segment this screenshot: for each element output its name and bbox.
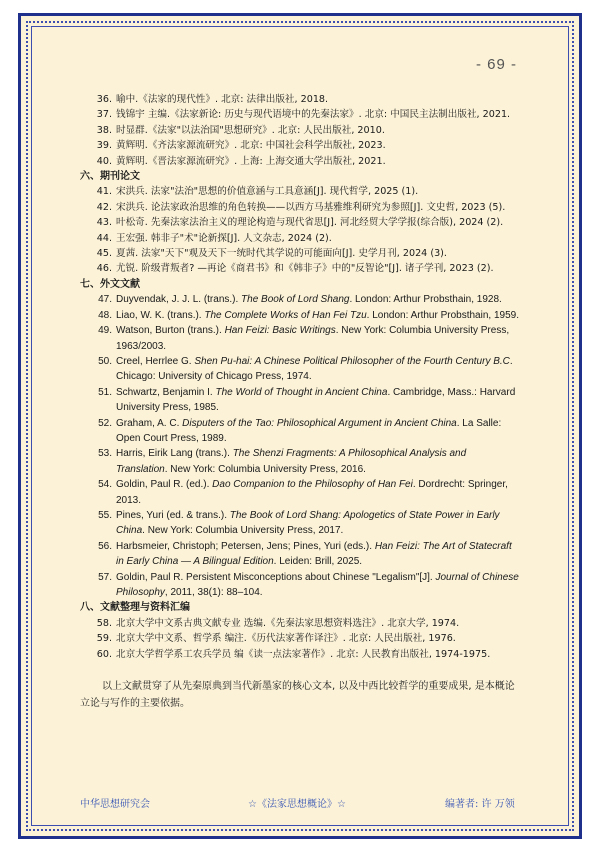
reference-number: 55.	[98, 509, 112, 521]
footer-organization: 中华思想研究会	[80, 799, 150, 810]
reference-entry	[80, 261, 520, 276]
reference-text	[116, 446, 520, 477]
reference-entry	[80, 446, 520, 477]
section-heading: 八、文献整理与资料汇编	[80, 602, 190, 614]
reference-author: Duyvendak, J. J. L. (trans.).	[116, 294, 242, 306]
reference-text: 夏茜. 法家"天下"观及天下一统时代其学说的可能面向[J]. 史学月刊, 2024 (3).	[116, 248, 447, 260]
reference-number: 38.	[96, 124, 112, 136]
reference-number: 50.	[98, 355, 112, 367]
reference-number: 49.	[98, 325, 112, 337]
reference-number: 59.	[96, 633, 112, 645]
reference-author: Harbsmeier, Christoph; Petersen, Jens; Pines, Yuri (eds.).	[116, 540, 375, 552]
reference-entry	[80, 631, 520, 646]
section-heading: 七、外文文献	[80, 278, 140, 290]
reference-publication: . New York: Columbia University Press, 2016.	[164, 463, 366, 475]
reference-number: 43.	[96, 217, 112, 229]
reference-text	[116, 570, 520, 601]
reference-number: 39.	[96, 140, 112, 152]
reference-text: 喻中.《法家的现代性》. 北京: 法律出版社, 2018.	[116, 94, 329, 105]
reference-number: 37.	[96, 109, 112, 121]
reference-publication: . New York: Columbia University Press, 1963/2003.	[116, 325, 510, 352]
reference-entry	[80, 123, 520, 138]
reference-text	[116, 508, 520, 539]
reference-entry	[80, 539, 520, 570]
reference-text: 北京大学中文系、哲学系 编注.《历代法家著作译注》. 北京: 人民出版社, 1976.	[116, 633, 456, 645]
reference-entry	[80, 647, 520, 662]
reference-author: Pines, Yuri (ed. & trans.).	[116, 509, 230, 521]
reference-publication: . Dordrecht: Springer, 2013.	[116, 479, 508, 506]
reference-text	[116, 354, 520, 385]
reference-text	[116, 308, 520, 323]
reference-text	[116, 416, 520, 447]
reference-author: Goldin, Paul R. Persistent Misconceptions about Chinese "Legalism"[J].	[116, 571, 436, 583]
closing-paragraph: 以上文献贯穿了从先秦原典到当代新墨家的核心文本, 以及中西比较哲学的重要成果, 是本概论立论与写作的主要依据。	[80, 681, 515, 709]
reference-title: Han Feizi: The Art of Statecraft in Early China — A Bilingual Edition	[116, 540, 512, 568]
reference-text	[116, 539, 520, 570]
reference-title: The World of Thought in Ancient China	[215, 386, 388, 398]
reference-title: Dao Companion to the Philosophy of Han Fei	[212, 479, 413, 491]
reference-number: 58.	[96, 617, 112, 629]
reference-number: 56.	[98, 540, 112, 552]
page-number: - 69 -	[475, 56, 517, 73]
reference-entry	[80, 616, 520, 631]
reference-author: Graham, A. C.	[116, 417, 183, 429]
reference-entry	[80, 308, 520, 323]
section-heading: 六、期刊论文	[80, 171, 140, 183]
reference-text: 宋洪兵. 论法家政治思维的角色转换——以西方马基雅维利研究为参照[J]. 文史哲, 2023 (5).	[116, 201, 506, 213]
reference-publication: . Leiden: Brill, 2025.	[273, 556, 363, 568]
reference-text: 北京大学中文系古典文献专业 选编.《先秦法家思想资料选注》. 北京大学, 1974.	[116, 617, 460, 629]
footer-author: 编著者: 许 万领	[445, 799, 515, 810]
reference-number: 51.	[98, 386, 112, 398]
reference-publication: . La Salle: Open Court Press, 1989.	[116, 417, 502, 444]
reference-entry	[80, 508, 520, 539]
reference-author: Harris, Eirik Lang (trans.).	[116, 448, 233, 460]
reference-text: 尤锐. 阶级背叛者? —再论《商君书》和《韩非子》中的"反智论"[J]. 诸子学刊, 2023 (2).	[116, 263, 494, 275]
reference-text: 钱锦宇 主编.《法家新论: 历史与现代语境中的先秦法家》. 北京: 中国民主法制出版社, 2021.	[116, 109, 511, 121]
reference-title: The Book of Lord Shang	[241, 294, 350, 306]
reference-text: 时显群.《法家"以法治国"思想研究》. 北京: 人民出版社, 2010.	[116, 124, 385, 136]
reference-entry	[80, 477, 520, 508]
reference-text	[116, 477, 520, 508]
reference-number: 41.	[96, 186, 112, 198]
reference-entry	[80, 215, 520, 230]
reference-publication: , 2011, 38(1): 88–104.	[164, 587, 263, 598]
reference-entry	[80, 570, 520, 601]
reference-entry	[80, 200, 520, 215]
reference-entry	[80, 231, 520, 246]
reference-number: 44.	[96, 232, 112, 244]
reference-number: 46.	[96, 263, 112, 275]
footer-book-title: ☆《法家思想概论》☆	[248, 799, 346, 810]
reference-entry	[80, 292, 520, 307]
reference-entry	[80, 385, 520, 416]
reference-number: 57.	[98, 571, 112, 583]
reference-text	[116, 292, 520, 307]
reference-author: Schwartz, Benjamin I.	[116, 386, 216, 398]
reference-publication: . Cambridge, Mass.: Harvard University Press, 1985.	[116, 386, 516, 414]
reference-title: The Shenzi Fragments: A Philosophical Analysis and Translation	[116, 448, 467, 475]
reference-number: 54.	[98, 479, 112, 491]
reference-author: Goldin, Paul R. (ed.).	[116, 479, 213, 491]
reference-number: 60.	[96, 648, 112, 660]
reference-number: 45.	[96, 248, 112, 260]
reference-number: 53.	[98, 448, 112, 460]
reference-text: 黄辉明.《齐法家源流研究》. 北京: 中国社会科学出版社, 2023.	[116, 140, 386, 152]
reference-text: 北京大学哲学系工农兵学员 编《读一点法家著作》. 北京: 人民教育出版社, 1974-1975.	[116, 648, 491, 660]
reference-entry	[80, 323, 520, 354]
reference-number: 48.	[98, 309, 112, 321]
reference-title: Disputers of the Tao: Philosophical Argument in Ancient China	[182, 417, 457, 429]
reference-number: 40.	[96, 155, 112, 167]
reference-title: Journal of Chinese Philosophy	[116, 571, 519, 598]
reference-author: Watson, Burton (trans.).	[116, 325, 225, 337]
reference-list	[80, 92, 520, 662]
reference-text	[116, 323, 520, 354]
reference-entry	[80, 107, 520, 122]
reference-number: 36.	[96, 94, 112, 105]
reference-text: 王宏强. 韩非子"术"论新探[J]. 人文杂志, 2024 (2).	[116, 232, 332, 244]
reference-number: 52.	[98, 417, 112, 429]
reference-number: 47.	[98, 294, 112, 306]
reference-title: The Complete Works of Han Fei Tzu	[204, 309, 367, 321]
reference-text: 宋洪兵. 法家"法治"思想的价值意涵与工具意涵[J]. 现代哲学, 2025 (1).	[116, 186, 419, 198]
reference-entry	[80, 184, 520, 199]
reference-text: 叶松奇. 先秦法家法治主义的理论构造与现代省思[J]. 河北经贸大学学报(综合版), 2024 (2).	[116, 217, 504, 229]
reference-author: Liao, W. K. (trans.).	[116, 309, 205, 321]
reference-author: Creel, Herrlee G.	[116, 355, 195, 367]
reference-publication: . Chicago: University of Chicago Press, 1974.	[116, 355, 513, 383]
reference-number: 42.	[96, 201, 112, 213]
reference-title: The Book of Lord Shang: Apologetics of State Power in Early China	[116, 509, 500, 537]
reference-publication: . New York: Columbia University Press, 2017.	[142, 525, 344, 537]
reference-entry	[80, 416, 520, 447]
reference-title: Shen Pu-hai: A Chinese Political Philosopher of the Fourth Century B.C	[194, 355, 510, 367]
reference-entry	[80, 138, 520, 153]
reference-publication: . London: Arthur Probsthain, 1928.	[349, 294, 502, 306]
reference-entry	[80, 246, 520, 261]
reference-entry	[80, 154, 520, 169]
reference-entry	[80, 354, 520, 385]
reference-entry	[80, 92, 520, 107]
reference-text	[116, 385, 520, 416]
reference-publication: . London: Arthur Probsthain, 1959.	[366, 309, 519, 321]
reference-text: 黄辉明.《晋法家源流研究》. 上海: 上海交通大学出版社, 2021.	[116, 155, 386, 167]
reference-title: Han Feizi: Basic Writings	[224, 325, 336, 337]
